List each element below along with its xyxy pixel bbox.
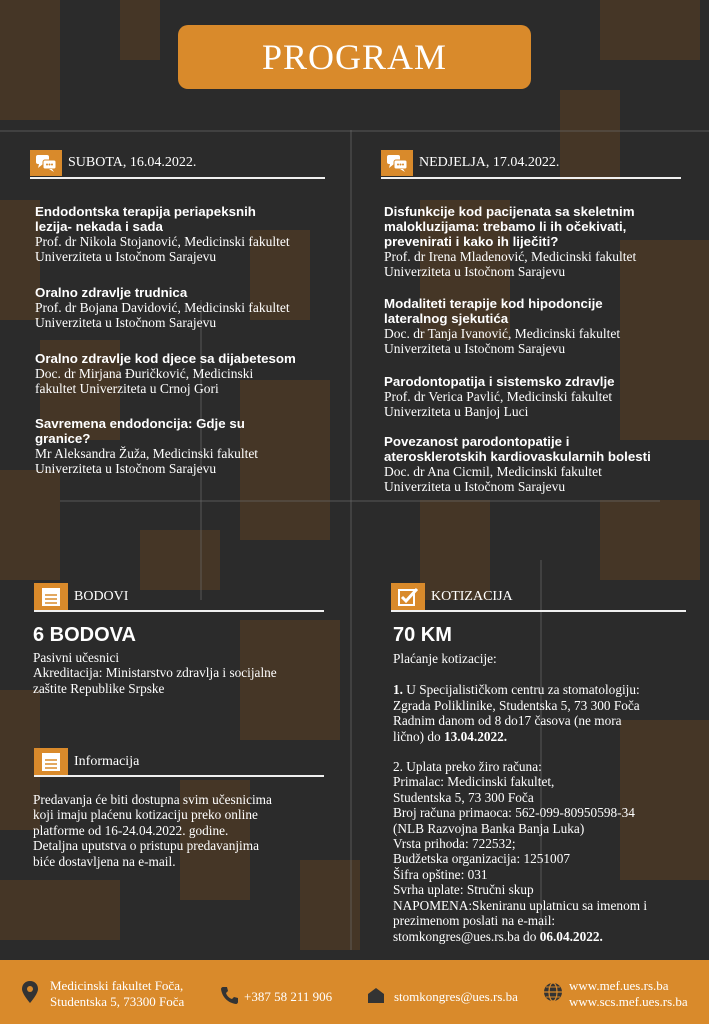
- option-text: [393, 729, 647, 744]
- bodovi-label: BODOVI: [74, 589, 129, 604]
- day2-header: [381, 150, 559, 176]
- option-text: [393, 929, 647, 944]
- phone-number[interactable]: +387 58 211 906: [244, 989, 333, 1004]
- talk-speaker: fakultet Univerziteta u Crnoj Gori: [35, 381, 219, 396]
- option-text: NAPOMENA:Skeniranu uplatnicu sa imenom i: [393, 897, 648, 913]
- fee-amount: 70 KM: [393, 624, 452, 646]
- talk-item: [35, 285, 290, 330]
- talk-title: Oralno zdravlje kod djece sa dijabetesom: [35, 351, 296, 366]
- bodovi-line: Akreditacija: Ministarstvo zdravlja i socijalne: [33, 665, 277, 681]
- option-text: U Specijalističkom centru za stomatologiju:: [402, 682, 640, 698]
- divider: [30, 177, 325, 179]
- talk-item: [384, 204, 636, 279]
- divider: [34, 610, 324, 612]
- notepad-icon: [34, 583, 68, 611]
- option-text: prezimenom poslati na e-mail:: [393, 913, 556, 929]
- option-text: Broj računa primaoca: 562-099-80950598-34: [393, 805, 635, 821]
- talk-speaker: Prof. dr Bojana Davidović, Medicinski fakultet: [35, 300, 290, 315]
- talk-speaker: Univerziteta u Istočnom Sarajevu: [35, 315, 217, 330]
- talk-speaker: Univerziteta u Istočnom Sarajevu: [35, 461, 217, 476]
- address-line: Medicinski fakultet Foča,: [50, 978, 184, 993]
- informacija-header: [34, 748, 139, 776]
- footer-phone: [220, 986, 332, 1008]
- talk-item: [35, 416, 258, 476]
- footer-email: [366, 986, 518, 1008]
- footer-bar: [0, 960, 709, 1024]
- bodovi-header: [34, 583, 128, 611]
- email-address[interactable]: stomkongres@ues.rs.ba: [394, 989, 518, 1004]
- kotizacija-text: [393, 651, 647, 944]
- option-text: Zgrada Poliklinike, Studentska 5, 73 300 Foča: [393, 697, 640, 713]
- deadline-date: 06.04.2022.: [539, 928, 603, 944]
- option-text: Vrsta prihoda: 722532;: [393, 836, 516, 852]
- day2-label: NEDJELJA, 17.04.2022.: [419, 155, 560, 170]
- talk-title: prevenirati i kako ih liječiti?: [384, 234, 559, 249]
- option-text: Budžetska organizacija: 1251007: [393, 851, 570, 867]
- globe-icon: [543, 982, 563, 1006]
- talk-item: [384, 434, 651, 494]
- divider: [34, 775, 324, 777]
- talk-speaker: Prof. dr Nikola Stojanović, Medicinski fakultet: [35, 234, 290, 249]
- talk-speaker: Univerziteta u Banjoj Luci: [384, 404, 529, 419]
- talk-title: malokluzijama: trebamo li ih očekivati,: [384, 219, 627, 234]
- deadline-date: 13.04.2022.: [443, 728, 508, 744]
- talk-item: [35, 204, 290, 264]
- talk-speaker: Doc. dr Tanja Ivanović, Medicinski fakultet: [384, 326, 621, 341]
- divider: [391, 610, 686, 612]
- day1-label: SUBOTA, 16.04.2022.: [68, 155, 197, 170]
- bodovi-text: [33, 650, 277, 696]
- informacija-line: biće dostavljena na e-mail.: [33, 853, 176, 869]
- talk-title: Povezanost parodontopatije i: [384, 434, 570, 449]
- website-link[interactable]: www.scs.mef.ues.rs.ba: [569, 994, 688, 1009]
- talk-speaker: Doc. dr Ana Cicmil, Medicinski fakultet: [384, 464, 602, 479]
- option-text: Studentska 5, 73 300 Foča: [393, 789, 534, 805]
- option-text: Šifra opštine: 031: [393, 866, 488, 882]
- informacija-line: Detaljna uputstva o pristupu predavanjima: [33, 838, 259, 854]
- chat-icon: [381, 150, 413, 176]
- email-text: stomkongres@ues.rs.ba do: [393, 928, 540, 944]
- talk-speaker: Univerziteta u Istočnom Sarajevu: [384, 341, 566, 356]
- day1-header: [30, 150, 196, 176]
- option-text: (NLB Razvojna Banka Banja Luka): [393, 820, 585, 836]
- notepad-icon: [34, 748, 68, 776]
- kotizacija-header: [391, 583, 513, 611]
- informacija-line: Predavanja će biti dostupna svim učesnicima: [33, 792, 272, 807]
- talk-title: Modaliteti terapije kod hipodoncije: [384, 296, 603, 311]
- talk-speaker: Univerziteta u Istočnom Sarajevu: [384, 479, 566, 494]
- informacija-line: koji imaju plaćenu kotizaciju preko online: [33, 807, 258, 823]
- talk-title: granice?: [35, 431, 91, 446]
- talk-title: Parodontopatija i sistemsko zdravlje: [384, 374, 615, 389]
- location-pin-icon: [22, 981, 38, 1007]
- talk-speaker: Prof. dr Verica Pavlić, Medicinski fakultet: [384, 389, 613, 404]
- informacija-label: Informacija: [74, 754, 140, 769]
- divider: [381, 177, 681, 179]
- option-number: 1.: [393, 682, 403, 698]
- talk-title: aterosklerotskih kardiovaskularnih bolesti: [384, 449, 651, 464]
- option-text: Radnim danom od 8 do17 časova (ne mora: [393, 713, 622, 729]
- option-text: 2. Uplata preko žiro računa:: [393, 759, 542, 775]
- footer-address: [22, 978, 184, 1010]
- talk-title: lateralnog sjekutića: [384, 311, 509, 326]
- chat-icon: [30, 150, 62, 176]
- talk-speaker: Prof. dr Irena Mladenović, Medicinski fakultet: [384, 249, 637, 264]
- talk-title: Savremena endodoncija: Gdje su: [35, 416, 245, 431]
- informacija-text: [33, 792, 272, 869]
- address-line: Studentska 5, 73300 Foča: [50, 994, 185, 1009]
- talk-title: Disfunkcije kod pacijenata sa skeletnim: [384, 204, 635, 219]
- bodovi-line: zaštite Republike Srpske: [33, 680, 165, 696]
- points-value: 6 BODOVA: [33, 624, 136, 646]
- talk-item: [35, 351, 296, 396]
- talk-title: Oralno zdravlje trudnica: [35, 285, 188, 300]
- website-link[interactable]: www.mef.ues.rs.ba: [569, 978, 669, 993]
- phone-icon: [220, 986, 240, 1008]
- talk-item: [384, 296, 620, 356]
- payment-label: Plaćanje kotizacije:: [393, 651, 497, 666]
- talk-speaker: Mr Aleksandra Žuža, Medicinski fakultet: [35, 446, 259, 461]
- talk-title: lezija- nekada i sada: [35, 219, 163, 234]
- mailbox-icon: [366, 986, 386, 1008]
- talk-item: [384, 374, 615, 419]
- talk-title: Endodontska terapija periapeksnih: [35, 204, 256, 219]
- deadline-prefix: lično) do: [393, 728, 444, 744]
- checkbox-icon: [391, 583, 425, 611]
- bodovi-line: Pasivni učesnici: [33, 650, 120, 665]
- footer-web: [543, 978, 688, 1010]
- talk-speaker: Univerziteta u Istočnom Sarajevu: [384, 264, 566, 279]
- payment-option-1: [393, 682, 647, 697]
- option-text: Primalac: Medicinski fakultet,: [393, 774, 555, 790]
- informacija-line: platforme od 16-24.04.2022. godine.: [33, 822, 229, 838]
- talk-speaker: Doc. dr Mirjana Đuričković, Medicinski: [35, 366, 254, 381]
- option-text: Svrha uplate: Stručni skup: [393, 882, 534, 898]
- program-title: PROGRAM: [178, 25, 531, 89]
- kotizacija-label: KOTIZACIJA: [431, 589, 513, 604]
- talk-speaker: Univerziteta u Istočnom Sarajevu: [35, 249, 217, 264]
